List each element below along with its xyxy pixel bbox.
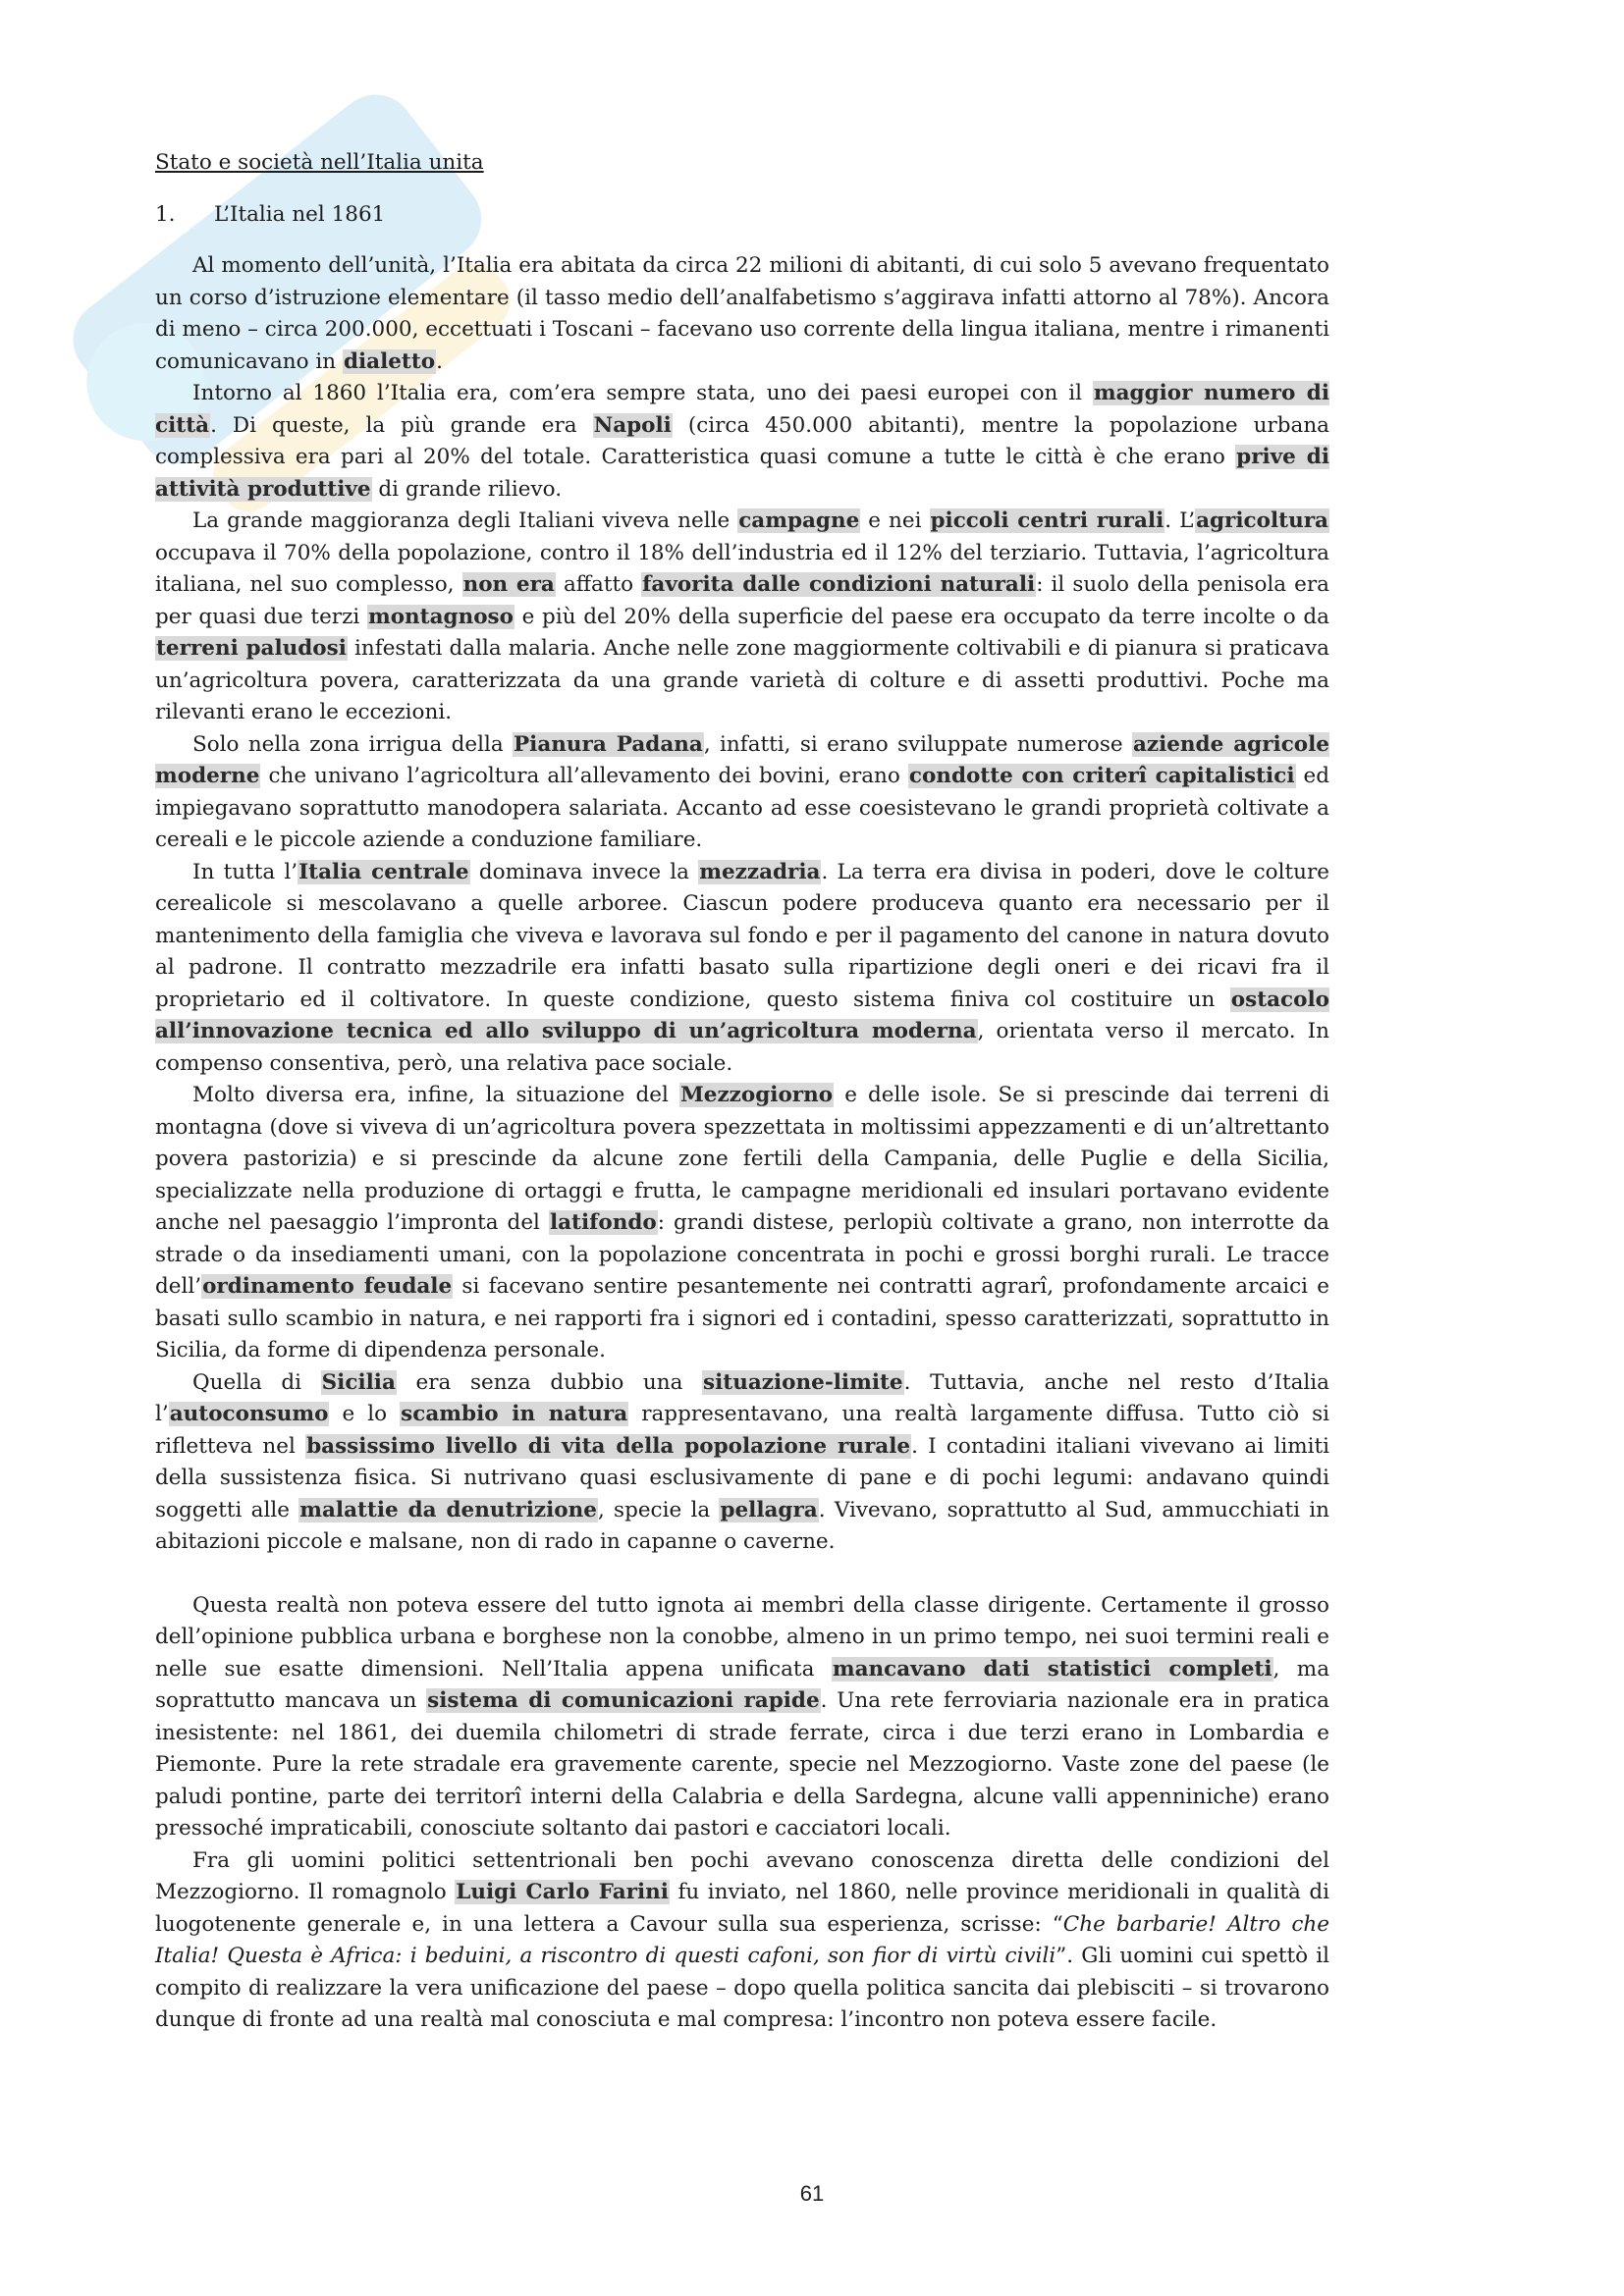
text-run: (circa 450.000 abitanti), mentre la popolazione urbana complessiva era pari al 20% del totale. Caratteristica quasi comune a tutte le città è che erano	[155, 412, 1329, 469]
text-run: e nei	[860, 508, 930, 533]
highlighted-term: mancavano dati statistici completi	[832, 1656, 1272, 1682]
section-number: 1.	[155, 201, 176, 227]
highlighted-term: latifondo	[549, 1210, 657, 1235]
document-page	[155, 147, 1329, 2037]
page-number: 61	[799, 2181, 825, 2206]
highlighted-term: non era	[462, 572, 555, 597]
text-run: . La terra era divisa in poderi, dove le colture cerealicole si mescolavano a quelle arboree. Ciascun podere produceva quanto era necessario per il mantenimento della famiglia che viveva e lavorava sul fondo e per il pagamento del canone in natura dovuto al padrone. Il contratto mezzadrile era infatti basato sulla ripartizione degli oneri e dei ricavi fra il proprietario ed il coltivatore. In queste condizione, questo sistema finiva col costituire un	[155, 859, 1329, 1012]
highlighted-term: ostacolo all’innovazione tecnica ed allo sviluppo di un’agricoltura moderna	[155, 987, 1329, 1043]
text-run: e delle isole. Se si prescinde dai terreni di montagna (dove si viveva di un’agricoltura povera spezzettata in moltissimi appezzamenti e di un’altrettanto povera pastorizia) e si prescinde da alcune zone fertili della Campania, delle Puglie e della Sicilia, specializzate nella produzione di ortaggi e frutta, le campagne meridionali ed insulari portavano evidente anche nel paesaggio l’impronta del	[155, 1083, 1329, 1235]
body-text	[155, 250, 1329, 2037]
text-run: , specie la	[597, 1497, 720, 1522]
document-title: Stato e società nell’Italia unita	[155, 150, 484, 175]
paragraph	[155, 250, 1329, 378]
section-heading	[155, 199, 1329, 232]
text-run: Al momento dell’unità, l’Italia era abitata da circa 22 milioni di abitanti, di cui solo 5 avevano frequentato un corso d’istruzione elementare (il tasso medio dell’analfabetismo s’aggirava infatti attorno al 78%). Ancora di meno – circa 200.000, eccettuati i Toscani – facevano uso corrente della lingua italiana, mentre i rimanenti comunicavano in	[155, 253, 1329, 374]
text-run: occupava il 70% della popolazione, contro il 18% dell’industria ed il 12% del terziario. Tuttavia, l’agricoltura italiana, nel suo complesso,	[155, 540, 1329, 597]
highlighted-term: dialetto	[343, 348, 436, 374]
highlighted-term: Sicilia	[321, 1369, 396, 1395]
highlighted-term: malattie da denutrizione	[299, 1497, 597, 1522]
text-run: La grande maggioranza degli Italiani viveva nelle	[192, 508, 738, 533]
highlighted-term: condotte con criterî capitalistici	[908, 764, 1295, 788]
highlighted-term: favorita dalle condizioni naturali	[642, 572, 1036, 597]
text-run: affatto	[555, 572, 642, 597]
text-run: , orientata verso il mercato. In compenso consentiva, però, una relativa pace sociale.	[155, 1019, 1329, 1076]
paragraph	[155, 506, 1329, 729]
paragraph	[155, 729, 1329, 857]
text-run: fu inviato, nel 1860, nelle province meridionali in qualità di luogotenente generale e, in una lettera a Cavour sulla sua esperienza, scrisse: “	[155, 1880, 1329, 1937]
highlighted-term: ordinamento feudale	[202, 1274, 453, 1299]
text-run: ed impiegavano soprattutto manodopera salariata. Accanto ad esse coesistevano le grandi proprietà coltivate a cereali e le piccole aziende a conduzione familiare.	[155, 764, 1330, 852]
text-run: . Una rete ferroviaria nazionale era in pratica inesistente: nel 1861, dei duemila chilometri di strade ferrate, circa i due terzi erano in Lombardia e Piemonte. Pure la rete stradale era gravemente carente, specie nel Mezzogiorno. Vaste zone del paese (le paludi pontine, parte dei territorî interni della Calabria e della Sardegna, alcune valli appenniniche) erano pressoché impraticabili, conosciute soltanto dai pastori e cacciatori locali.	[155, 1688, 1329, 1841]
highlighted-term: terreni paludosi	[156, 636, 347, 661]
text-run: , infatti, si erano sviluppate numerose	[703, 731, 1132, 757]
text-run: Questa realtà non poteva essere del tutto ignota ai membri della classe dirigente. Certamente il grosso dell’opinione pubblica urbana e borghese non la conobbe, almeno in un primo tempo, nei suoi termini reali e nelle sue esatte dimensioni. Nell’Italia appena unificata	[155, 1592, 1329, 1682]
text-run: e lo	[329, 1402, 401, 1426]
highlighted-term: montagnoso	[367, 604, 514, 629]
highlighted-term: prive di attività produttive	[155, 445, 1329, 502]
highlighted-term: Italia centrale	[298, 859, 469, 884]
highlighted-term: Mezzogiorno	[680, 1083, 834, 1107]
text-run: Quella di	[192, 1369, 321, 1395]
text-run: In tutta l’	[192, 859, 298, 884]
highlighted-term: pellagra	[720, 1497, 818, 1522]
paragraph	[155, 1367, 1329, 1559]
text-run: . Vivevano, soprattutto al Sud, ammucchiati in abitazioni piccole e malsane, non di rado in capanne o caverne.	[155, 1497, 1329, 1554]
highlighted-term: agricoltura	[1196, 508, 1328, 533]
text-run: . L’	[1164, 508, 1196, 533]
text-run: ”. Gli uomini cui spettò il compito di realizzare la vera unificazione del paese – dopo quella politica sancita dai plebisciti – si trovarono dunque di fronte ad una realtà mal conosciuta e mal compresa: l’incontro non poteva essere facile.	[155, 1944, 1329, 2032]
text-run: Intorno al 1860 l’Italia era, com’era sempre stata, uno dei paesi europei con il	[192, 381, 1093, 405]
highlighted-term: Napoli	[593, 412, 672, 438]
highlighted-term: piccoli centri rurali	[930, 508, 1164, 533]
text-run: infestati dalla malaria. Anche nelle zone maggiormente coltivabili e di pianura si praticava un’agricoltura povera, caratterizzata da una grande varietà di colture e di assetti produttivi. Poche ma rilevanti erano le eccezioni.	[155, 636, 1329, 724]
highlighted-term: autoconsumo	[169, 1402, 329, 1426]
highlighted-term: Pianura Padana	[514, 731, 703, 757]
text-run: dominava invece la	[469, 859, 699, 884]
text-run: era senza dubbio una	[396, 1369, 703, 1395]
text-run: , ma soprattutto mancava un	[155, 1656, 1330, 1713]
text-run: . Tuttavia, anche nel resto d’Italia l’	[155, 1369, 1329, 1426]
text-run: rappresentavano, una realtà largamente diffusa. Tutto ciò si rifletteva nel	[155, 1402, 1329, 1459]
paragraph	[155, 378, 1329, 506]
highlighted-term: bassissimo livello di vita della popolazione rurale	[306, 1433, 911, 1459]
paragraph	[155, 857, 1329, 1081]
text-run: Fra gli uomini politici settentrionali ben pochi avevano conoscenza diretta delle condizioni del Mezzogiorno. Il romagnolo	[155, 1847, 1329, 1904]
section-title: L’Italia nel 1861	[214, 201, 386, 227]
text-run: e più del 20% della superficie del paese era occupato da terre incolte o da	[514, 604, 1329, 629]
text-run: . I contadini italiani vivevano ai limiti della sussistenza fisica. Si nutrivano quasi esclusivamente di pane e di pochi legumi: andavano quindi soggetti alle	[155, 1433, 1329, 1522]
text-run: Molto diversa era, infine, la situazione del	[192, 1083, 679, 1107]
text-run: di grande rilievo.	[371, 476, 563, 502]
text-run: .	[436, 348, 443, 374]
text-run: si facevano sentire pesantemente nei contratti agrarî, profondamente arcaici e basati sullo scambio in natura, e nei rapporti fra i signori ed i contadini, spesso caratterizzati, soprattutto in Sicilia, da forme di dipendenza personale.	[155, 1274, 1329, 1362]
highlighted-term: scambio in natura	[401, 1402, 628, 1426]
paragraph	[155, 1845, 1329, 2037]
text-run: Solo nella zona irrigua della	[192, 731, 514, 757]
highlighted-term: mezzadria	[699, 859, 821, 884]
text-run: : il suolo della penisola era per quasi due terzi	[155, 572, 1329, 629]
highlighted-term: sistema di comunicazioni rapide	[427, 1688, 820, 1713]
highlighted-term: situazione-limite	[703, 1369, 903, 1395]
text-run: che univano l’agricoltura all’allevamento dei bovini, erano	[260, 764, 908, 788]
highlighted-term: Luigi Carlo Farini	[456, 1880, 669, 1904]
paragraph	[155, 1590, 1329, 1845]
highlighted-term: aziende agricole moderne	[155, 731, 1329, 788]
quotation: Che barbarie! Altro che Italia! Questa è Africa: i beduini, a riscontro di questi cafoni, son fior di virtù civili	[155, 1911, 1329, 1968]
highlighted-term: campagne	[738, 508, 860, 533]
highlighted-term: maggior numero di città	[155, 381, 1330, 438]
paragraph	[155, 1080, 1329, 1367]
text-run: : grandi distese, perlopiù coltivate a grano, non interrotte da strade o da insediamenti umani, con la popolazione concentrata in pochi e grossi borghi rurali. Le tracce dell’	[155, 1210, 1329, 1299]
text-run: . Di queste, la più grande era	[210, 412, 593, 438]
